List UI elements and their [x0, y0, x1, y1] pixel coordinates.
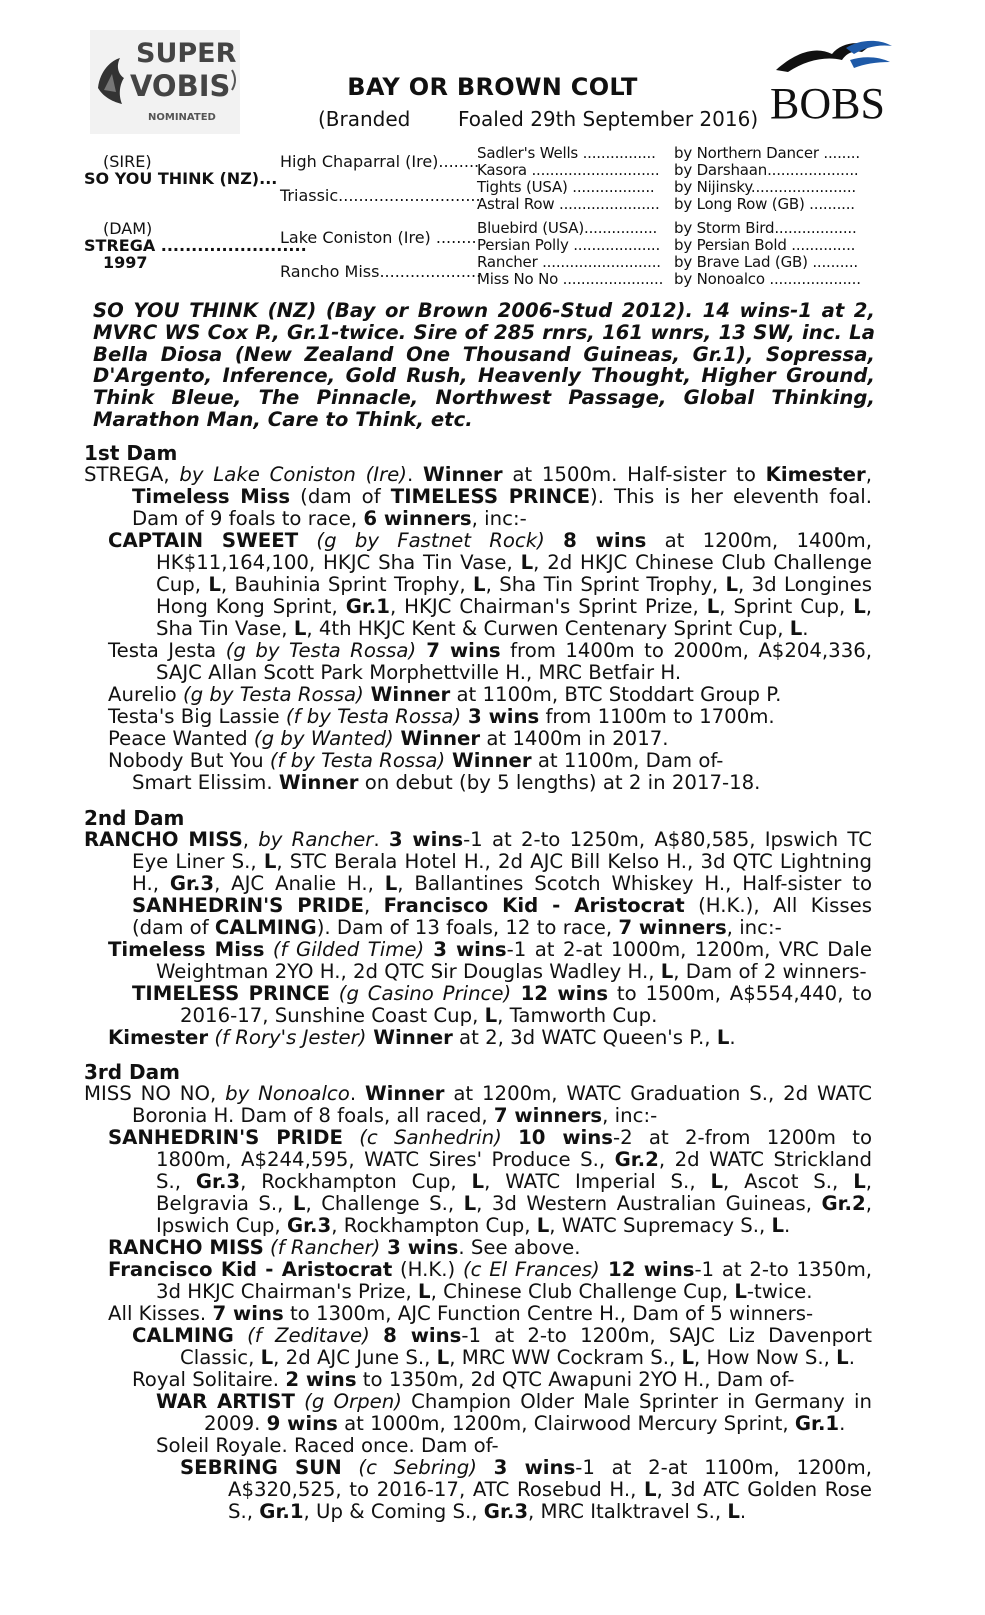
text-line: (dam of CALMING). Dam of 13 foals, 12 to race, 7 winners, inc:-	[132, 916, 782, 939]
svg-text:NOMINATED: NOMINATED	[148, 112, 216, 123]
text-line: SAJC Allan Scott Park Morphettville H., MRC Betfair H.	[156, 661, 682, 684]
gen4-ancestor: by Nijinsky.......................	[674, 178, 856, 196]
text-line: MISS NO NO, by Nonoalco. Winner at 1200m, WATC Graduation S., 2d WATC	[84, 1082, 872, 1105]
text-line: Aurelio (g by Testa Rossa) Winner at 1100m, BTC Stoddart Group P.	[108, 683, 782, 706]
text-line: Dam of 9 foals to race, 6 winners, inc:-	[132, 507, 527, 530]
text-line: Eye Liner S., L, STC Berala Hotel H., 2d AJC Bill Kelso H., 3d QTC Lightning	[132, 850, 872, 873]
text-line: 3d HKJC Chairman's Prize, L, Chinese Club Challenge Cup, L-twice.	[156, 1280, 813, 1303]
dam-foaled-year: 1997	[103, 253, 148, 272]
text-line: STREGA, by Lake Coniston (Ire). Winner at 1500m. Half-sister to Kimester,	[84, 463, 872, 486]
text-line: SEBRING SUN (c Sebring) 3 wins-1 at 2-at 1100m, 1200m,	[180, 1456, 872, 1479]
text-line: H., Gr.3, AJC Analie H., L, Ballantines Scotch Whiskey H., Half-sister to	[132, 872, 872, 895]
gen3-ancestor: Miss No No ......................	[477, 270, 664, 288]
text-line: SANHEDRIN'S PRIDE, Francisco Kid - Aristocrat (H.K.), All Kisses	[132, 894, 872, 917]
grandsire-dam: Lake Coniston (Ire) ........	[280, 228, 477, 247]
text-line: CAPTAIN SWEET (g by Fastnet Rock) 8 wins at 1200m, 1400m,	[108, 529, 872, 552]
svg-text:VOBIS: VOBIS	[130, 69, 231, 103]
text-line: Weightman 2YO H., 2d QTC Sir Douglas Wadley H., L, Dam of 2 winners-	[156, 960, 867, 983]
gen4-ancestor: by Nonoalco ....................	[674, 270, 861, 288]
text-line: A$320,525, to 2016-17, ATC Rosebud H., L, 3d ATC Golden Rose	[228, 1478, 872, 1501]
gen3-ancestor: Tights (USA) ..................	[477, 178, 655, 196]
svg-text:SUPER: SUPER	[136, 38, 237, 69]
third-dam-heading: 3rd Dam	[84, 1060, 180, 1084]
text-line: 2016-17, Sunshine Coast Cup, L, Tamworth Cup.	[180, 1004, 658, 1027]
text-line: Testa's Big Lassie (f by Testa Rossa) 3 wins from 1100m to 1700m.	[108, 705, 775, 728]
text-line: RANCHO MISS (f Rancher) 3 wins. See above.	[108, 1236, 581, 1259]
text-line: SANHEDRIN'S PRIDE (c Sanhedrin) 10 wins-2 at 2-from 1200m to	[108, 1126, 873, 1149]
gen4-ancestor: by Storm Bird..................	[674, 219, 857, 237]
text-line: Hong Kong Sprint, Gr.1, HKJC Chairman's Sprint Prize, L, Sprint Cup, L,	[156, 595, 872, 618]
sire-name: SO YOU THINK (NZ)...	[84, 169, 278, 188]
text-line: S., Gr.1, Up & Coming S., Gr.3, MRC Italktravel S., L.	[228, 1500, 747, 1523]
gen3-ancestor: Bluebird (USA)................	[477, 219, 658, 237]
gen3-ancestor: Rancher ..........................	[477, 253, 661, 271]
text-line: HK$11,164,100, HKJC Sha Tin Vase, L, 2d HKJC Chinese Club Challenge	[156, 551, 872, 574]
gen4-ancestor: by Brave Lad (GB) ..........	[674, 253, 858, 271]
dam-name: STREGA ........................	[84, 236, 307, 255]
text-line: Belgravia S., L, Challenge S., L, 3d Western Australian Guineas, Gr.2,	[156, 1192, 872, 1215]
text-line: Peace Wanted (g by Wanted) Winner at 1400m in 2017.	[108, 727, 669, 750]
text-line: RANCHO MISS, by Rancher. 3 wins-1 at 2-to 1250m, A$80,585, Ipswich TC	[84, 828, 872, 851]
text-line: Royal Solitaire. 2 wins to 1350m, 2d QTC Awapuni 2YO H., Dam of-	[132, 1368, 795, 1391]
gen3-ancestor: Persian Polly ...................	[477, 236, 661, 254]
text-line: Soleil Royale. Raced once. Dam of-	[156, 1434, 499, 1457]
text-line: Timeless Miss (f Gilded Time) 3 wins-1 at 2-at 1000m, 1200m, VRC Dale	[108, 938, 873, 961]
first-dam-heading: 1st Dam	[84, 441, 178, 465]
text-line: 1800m, A$244,595, WATC Sires' Produce S., Gr.2, 2d WATC Strickland	[156, 1148, 872, 1171]
dam-tag: (DAM)	[103, 219, 153, 238]
gen3-ancestor: Astral Row ......................	[477, 195, 660, 213]
text-line: WAR ARTIST (g Orpen) Champion Older Male Sprinter in Germany in	[156, 1390, 872, 1413]
text-line: CALMING (f Zeditave) 8 wins-1 at 2-to 1200m, SAJC Liz Davenport	[132, 1324, 872, 1347]
text-line: Nobody But You (f by Testa Rossa) Winner at 1100m, Dam of-	[108, 749, 724, 772]
text-line: Kimester (f Rory's Jester) Winner at 2, 3d WATC Queen's P., L.	[108, 1026, 736, 1049]
grandsire-sire: High Chaparral (Ire)........	[280, 152, 480, 171]
foaled-date: Foaled 29th September 2016)	[458, 107, 759, 131]
svg-text:BOBS: BOBS	[770, 79, 885, 126]
text-line: S., Gr.3, Rockhampton Cup, L, WATC Imperial S., L, Ascot S., L,	[156, 1170, 872, 1193]
horse-title: BAY OR BROWN COLT	[347, 73, 638, 101]
gen4-ancestor: by Darshaan....................	[674, 161, 859, 179]
branded-note: (Branded	[318, 107, 411, 131]
text-line: 2009. 9 wins at 1000m, 1200m, Clairwood Mercury Sprint, Gr.1.	[204, 1412, 846, 1435]
text-line: Classic, L, 2d AJC June S., L, MRC WW Cockram S., L, How Now S., L.	[180, 1346, 855, 1369]
gen4-ancestor: by Persian Bold ..............	[674, 236, 856, 254]
sire-summary: SO YOU THINK (NZ) (Bay or Brown 2006-Stud 2012). 14 wins-1 at 2, MVRC WS Cox P., Gr.1-twice. Sire of 285 rnrs, 161 wnrs, 13 SW, inc. La Bella Diosa (New Zealand One Thousand Guineas, Gr.1), Sopressa, D'Argento, Inference, Gold Rush, Heavenly Thought, Higher Ground, Think Bleue, The Pinnacle, Northwest Passage, Global Thinking, Marathon Man, Care to Think, etc.	[93, 299, 875, 431]
text-line: Boronia H. Dam of 8 foals, all raced, 7 winners, inc:-	[132, 1104, 658, 1127]
gen3-ancestor: Sadler's Wells ................	[477, 144, 656, 162]
granddam-dam: Rancho Miss....................	[280, 262, 482, 281]
text-line: Francisco Kid - Aristocrat (H.K.) (c El Frances) 12 wins-1 at 2-to 1350m,	[108, 1258, 873, 1281]
text-line: TIMELESS PRINCE (g Casino Prince) 12 wins to 1500m, A$554,440, to	[132, 982, 873, 1005]
sire-tag: (SIRE)	[103, 152, 152, 171]
text-line: Timeless Miss (dam of TIMELESS PRINCE). This is her eleventh foal.	[132, 485, 872, 508]
second-dam-heading: 2nd Dam	[84, 806, 185, 830]
gen4-ancestor: by Northern Dancer ........	[674, 144, 860, 162]
text-line: Sha Tin Vase, L, 4th HKJC Kent & Curwen Centenary Sprint Cup, L.	[156, 617, 809, 640]
gen3-ancestor: Kasora ............................	[477, 161, 660, 179]
text-line: All Kisses. 7 wins to 1300m, AJC Function Centre H., Dam of 5 winners-	[108, 1302, 814, 1325]
gen4-ancestor: by Long Row (GB) ..........	[674, 195, 855, 213]
text-line: Smart Elissim. Winner on debut (by 5 lengths) at 2 in 2017-18.	[132, 771, 761, 794]
text-line: Cup, L, Bauhinia Sprint Trophy, L, Sha Tin Sprint Trophy, L, 3d Longines	[156, 573, 872, 596]
text-line: Ipswich Cup, Gr.3, Rockhampton Cup, L, WATC Supremacy S., L.	[156, 1214, 791, 1237]
granddam-sire: Triassic............................	[280, 186, 481, 205]
text-line: Testa Jesta (g by Testa Rossa) 7 wins from 1400m to 2000m, A$204,336,	[108, 639, 872, 662]
